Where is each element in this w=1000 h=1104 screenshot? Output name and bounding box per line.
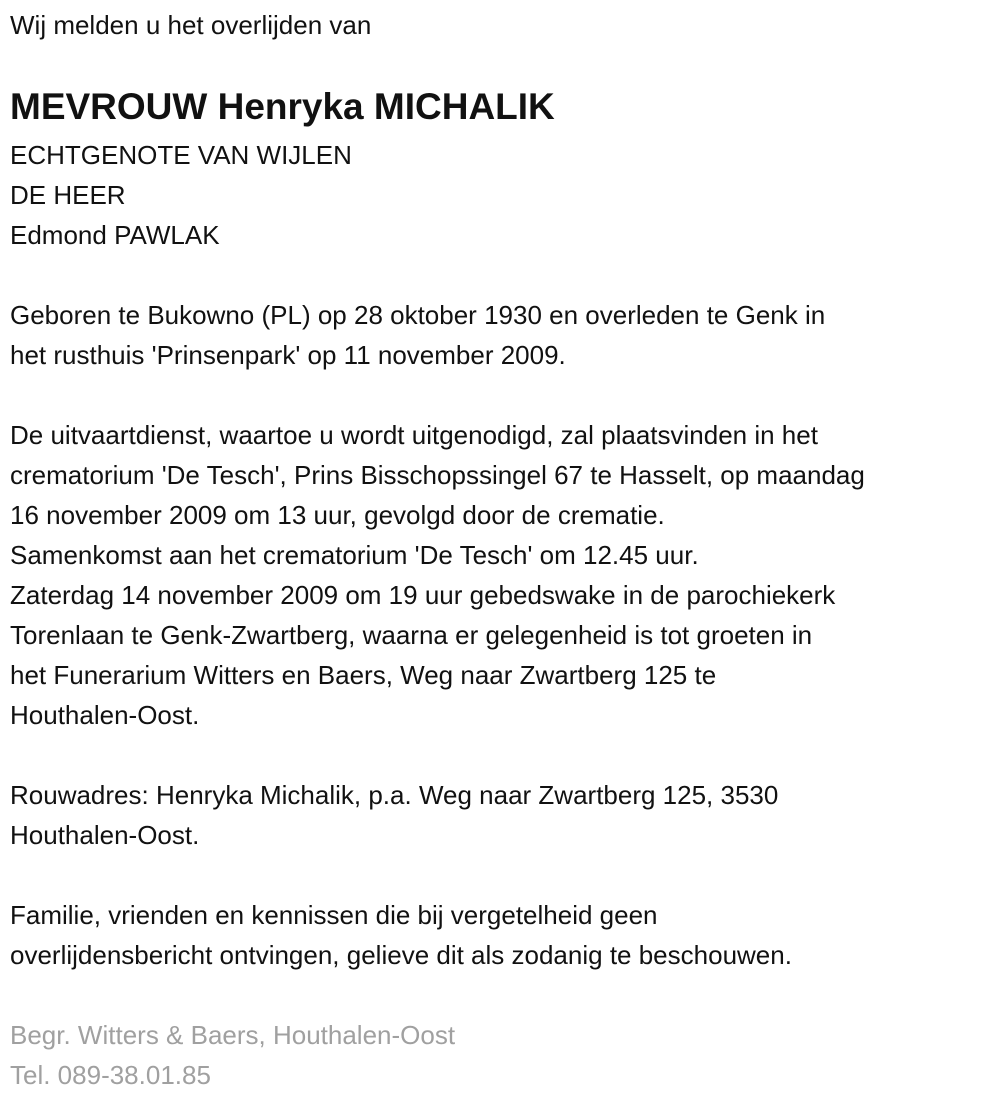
birth-line: Geboren te Bukowno (PL) op 28 oktober 1930 en overleden te Genk in (10, 300, 826, 330)
service-line: Samenkomst aan het crematorium 'De Tesch' om 12.45 uur. (10, 540, 699, 570)
funeral-home-footer (10, 1015, 455, 1095)
birth-death-paragraph (10, 295, 825, 375)
birth-line: het rusthuis 'Prinsenpark' op 11 november 2009. (10, 340, 566, 370)
funeral-home-name: Begr. Witters & Baers, Houthalen-Oost (10, 1020, 456, 1050)
spouse-line: ECHTGENOTE VAN WIJLEN (10, 140, 352, 170)
notice-line: Familie, vrienden en kennissen die bij vergetelheid geen (10, 900, 658, 930)
funeral-home-phone: Tel. 089-38.01.85 (10, 1060, 211, 1090)
address-line: Houthalen-Oost. (10, 820, 200, 850)
service-line: Zaterdag 14 november 2009 om 19 uur gebedswake in de parochiekerk (10, 580, 836, 610)
address-paragraph (10, 775, 778, 855)
service-line: Houthalen-Oost. (10, 700, 200, 730)
deceased-name-title: MEVROUW Henryka MICHALIK (10, 86, 555, 127)
service-line: Torenlaan te Genk-Zwartberg, waarna er gelegenheid is tot groeten in (10, 620, 813, 650)
spouse-block (10, 135, 352, 255)
service-paragraph (10, 415, 865, 735)
address-line: Rouwadres: Henryka Michalik, p.a. Weg naar Zwartberg 125, 3530 (10, 780, 779, 810)
service-line: 16 november 2009 om 13 uur, gevolgd door de crematie. (10, 500, 665, 530)
spouse-line: DE HEER (10, 180, 126, 210)
service-line: crematorium 'De Tesch', Prins Bisschopssingel 67 te Hasselt, op maandag (10, 460, 865, 490)
notice-paragraph (10, 895, 792, 975)
service-line: het Funerarium Witters en Baers, Weg naar Zwartberg 125 te (10, 660, 717, 690)
service-line: De uitvaartdienst, waartoe u wordt uitgenodigd, zal plaatsvinden in het (10, 420, 818, 450)
spouse-line: Edmond PAWLAK (10, 220, 220, 250)
intro-text: Wij melden u het overlijden van (10, 10, 372, 40)
notice-line: overlijdensbericht ontvingen, gelieve dit als zodanig te beschouwen. (10, 940, 792, 970)
